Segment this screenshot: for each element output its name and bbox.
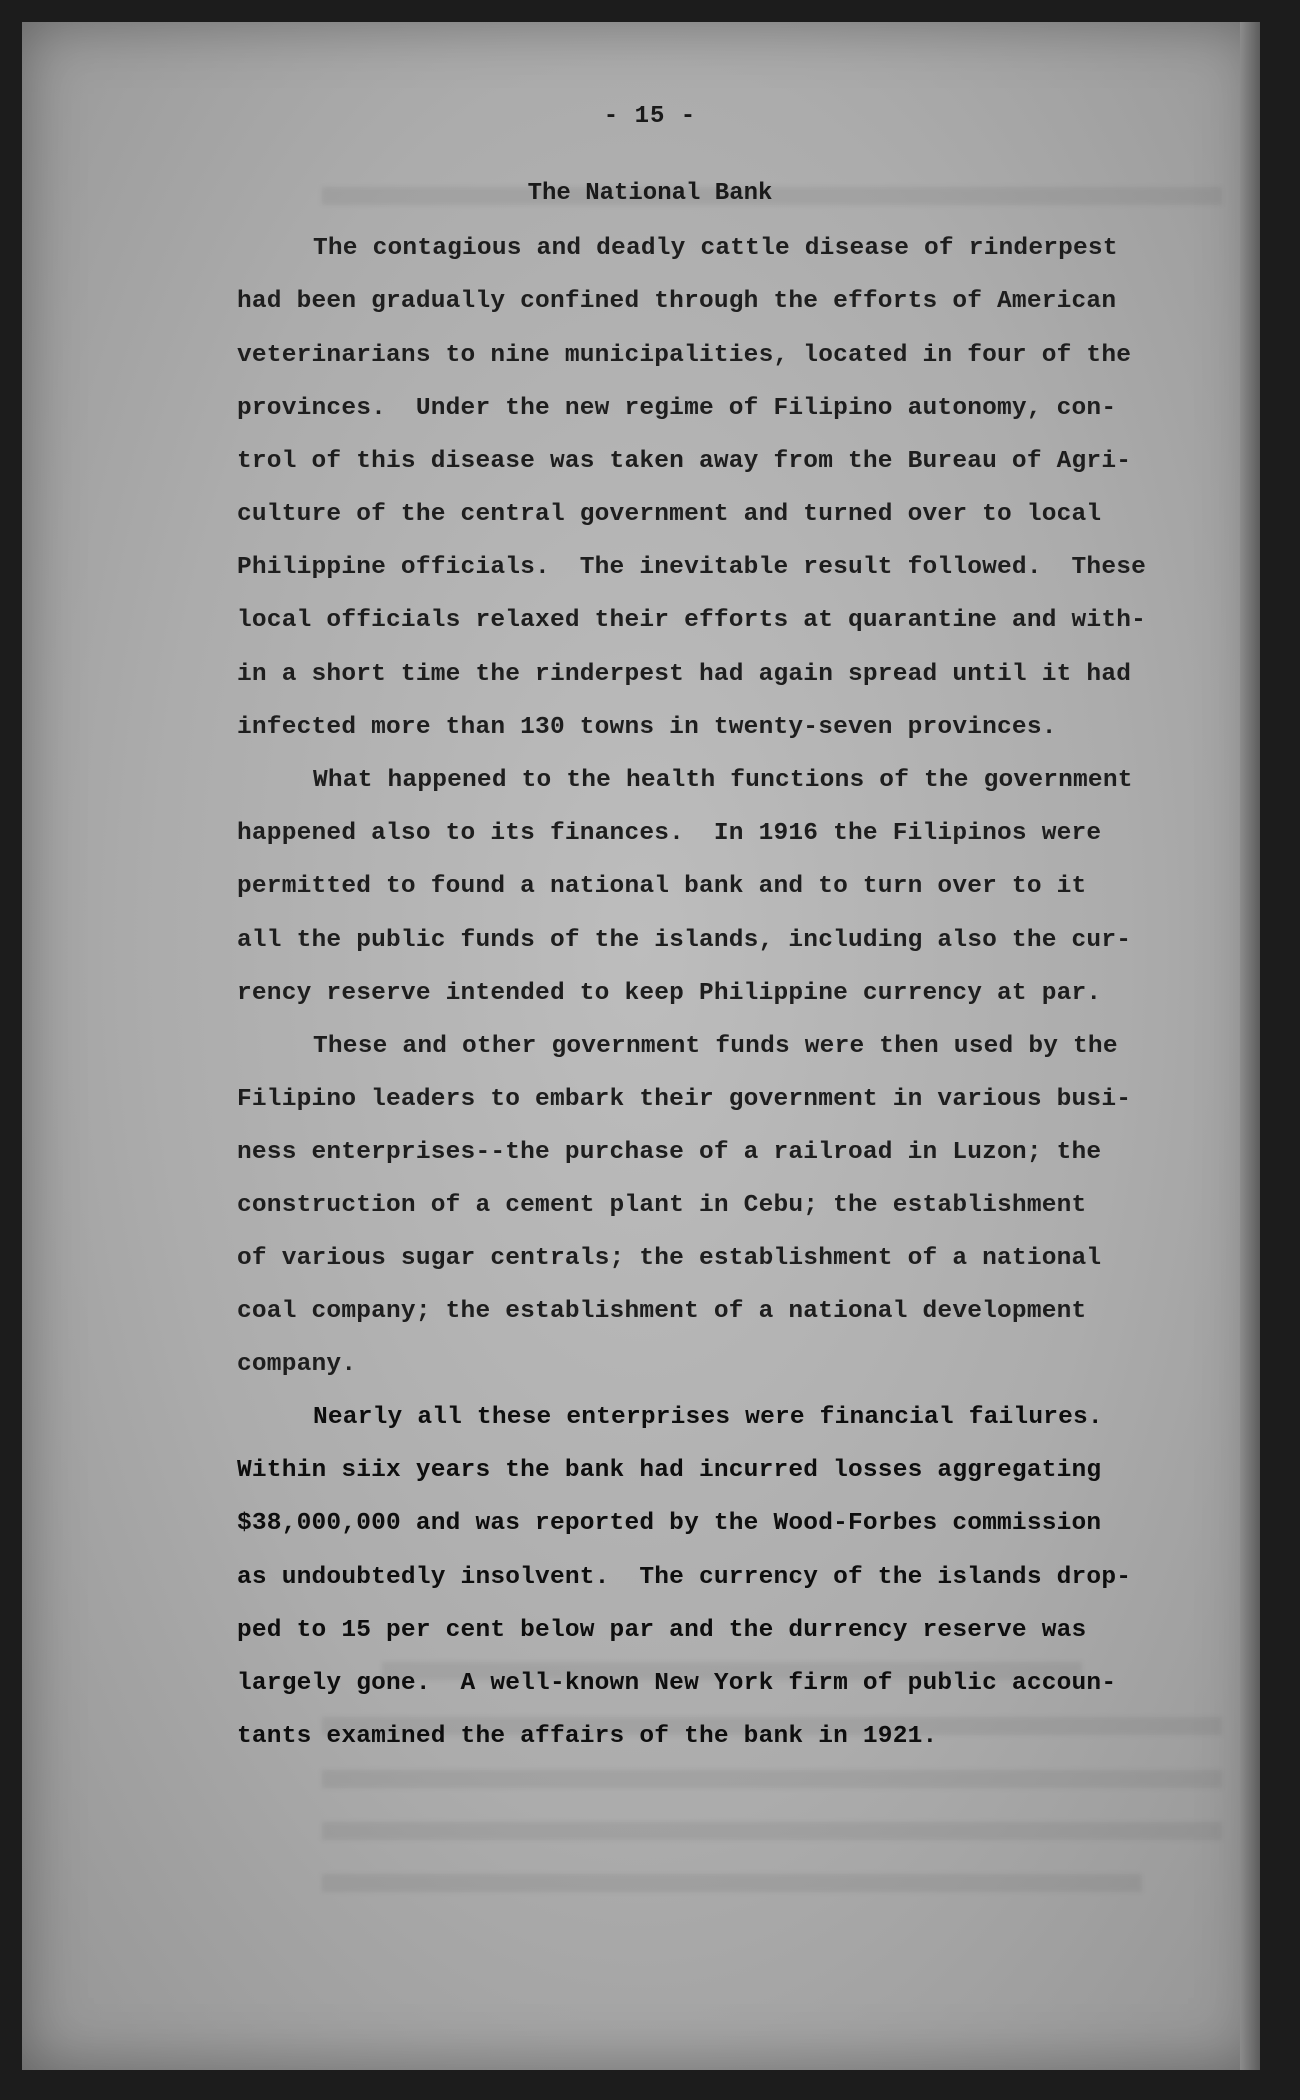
paragraph-3-line: of various sugar centrals; the establishment of a national [237,1245,1102,1272]
paragraph-3-line: These and other government funds were then used by the [313,1033,1118,1060]
paragraph-1-line: culture of the central government and turned over to local [237,501,1102,528]
paragraph-4-line: Within siix years the bank had incurred losses aggregating [237,1457,1102,1484]
paragraph-2-line: What happened to the health functions of the government [313,767,1133,794]
paragraph-4-line: ped to 15 per cent below par and the durrency reserve was [237,1617,1087,1644]
paragraph-3-line: coal company; the establishment of a national development [237,1298,1087,1325]
page-number: - 15 - [603,103,697,130]
paragraph-1-line: The contagious and deadly cattle disease of rinderpest [313,235,1118,262]
paragraph-1-line: Philippine officials. The inevitable result followed. These [237,554,1147,581]
paragraph-1-line: in a short time the rinderpest had again spread until it had [237,661,1132,688]
paragraph-3-line: construction of a cement plant in Cebu; the establishment [237,1192,1087,1219]
paragraph-3-line: Filipino leaders to embark their government in various busi- [237,1086,1132,1113]
bleed-through [322,1874,1142,1892]
paragraph-4-line: tants examined the affairs of the bank in 1921. [237,1723,938,1750]
paragraph-1-line: veterinarians to nine municipalities, located in four of the [237,342,1132,369]
paragraph-2-line: happened also to its finances. In 1916 the Filipinos were [237,820,1102,847]
section-heading: The National Bank [527,180,773,207]
paragraph-1-line: trol of this disease was taken away from the Bureau of Agri- [237,448,1132,475]
paragraph-2-line: permitted to found a national bank and to turn over to it [237,873,1087,900]
paragraph-3-line: ness enterprises--the purchase of a railroad in Luzon; the [237,1139,1102,1166]
paragraph-1-line: had been gradually confined through the efforts of American [237,288,1117,315]
paragraph-2-line: rency reserve intended to keep Philippine currency at par. [237,980,1102,1007]
paragraph-3-line: company. [237,1351,357,1378]
page-edge [1240,22,1260,2070]
paragraph-1-line: local officials relaxed their efforts at quarantine and with- [237,607,1147,634]
paragraph-4-line: $38,000,000 and was reported by the Wood-Forbes commission [237,1510,1102,1537]
bleed-through [322,1822,1222,1840]
paragraph-1-line: provinces. Under the new regime of Filipino autonomy, con- [237,395,1117,422]
paragraph-4-line: Nearly all these enterprises were financial failures. [313,1404,1103,1431]
paragraph-2-line: all the public funds of the islands, including also the cur- [237,927,1132,954]
paragraph-4-line: as undoubtedly insolvent. The currency of the islands drop- [237,1564,1132,1591]
paragraph-1-line: infected more than 130 towns in twenty-seven provinces. [237,714,1057,741]
bleed-through [322,1770,1222,1788]
paragraph-4-line: largely gone. A well-known New York firm of public accoun- [237,1670,1117,1697]
